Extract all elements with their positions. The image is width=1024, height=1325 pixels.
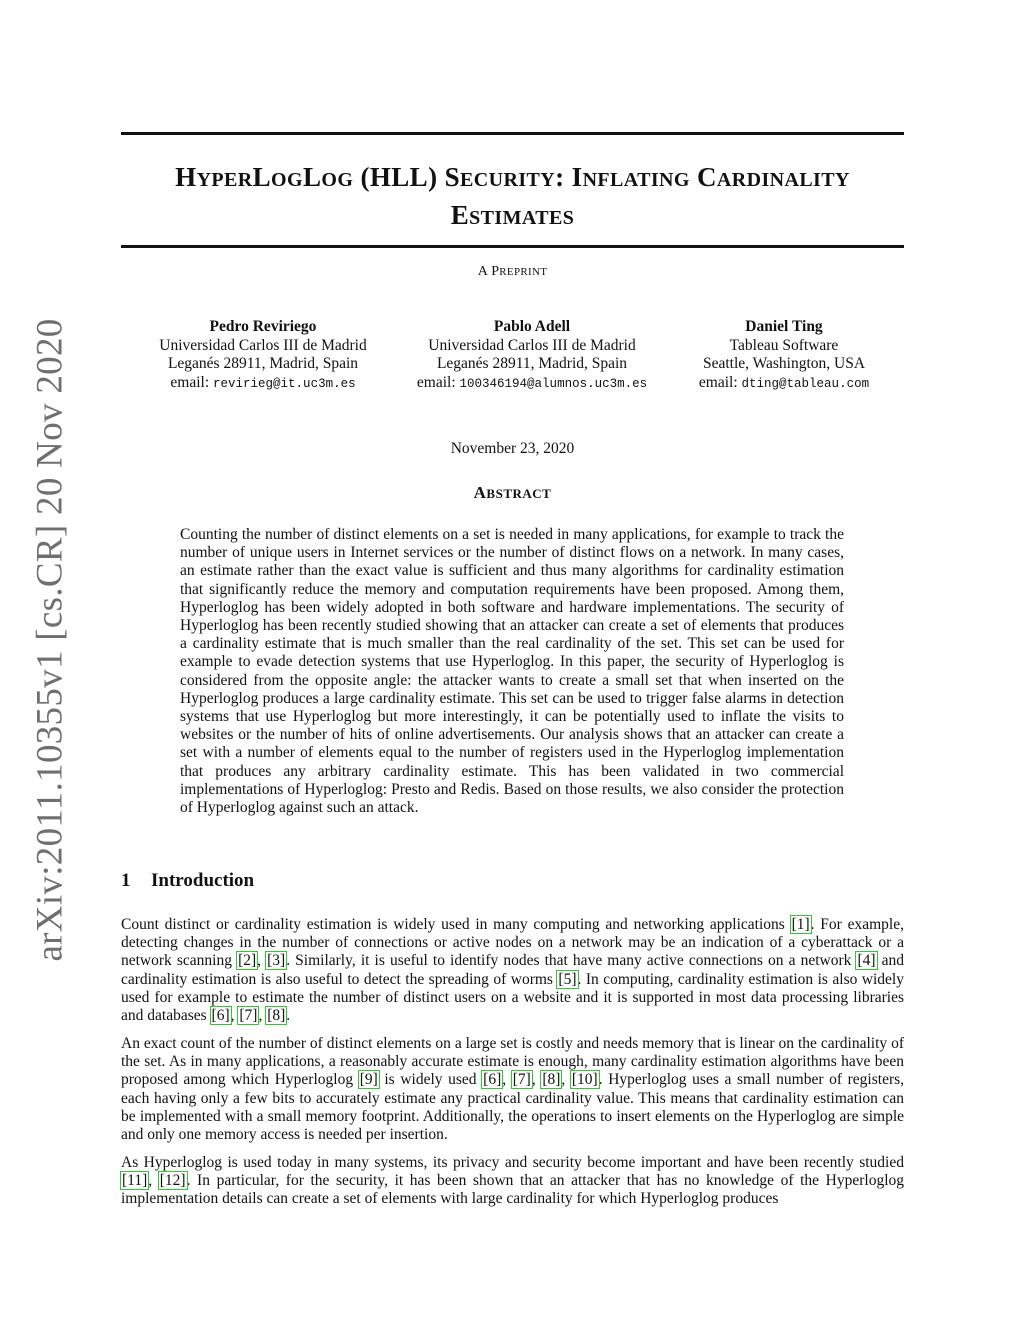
paragraph-text: An exact count of the number of distinct elements on a large set is costly and needs memory that is linear on the cardinality of the set. As in many applications, a reasonably accurate estimate is enough, many cardinality estimation algorithms have been proposed among which Hyperloglog — [121, 1035, 904, 1089]
author-name: Pedro Reviriego — [209, 318, 317, 335]
paragraph-text: . — [286, 1007, 291, 1025]
body-paragraph — [121, 1035, 904, 1144]
author-email[interactable]: 100346194@alumnos.uc3m.es — [459, 376, 648, 391]
paragraph-text: and cardinality estimation is also useful to detect the spreading of worms — [121, 952, 905, 988]
preprint-label: A PREPRINT — [477, 264, 548, 279]
citation-link[interactable]: [2] — [238, 952, 257, 970]
paragraph-text: is widely used — [378, 1071, 483, 1089]
author-affiliation: Universidad Carlos III de Madrid — [159, 336, 367, 354]
section-heading — [121, 870, 254, 892]
paragraph-text: , — [230, 1007, 239, 1025]
paragraph-text: . Similarly, it is useful to identify nodes that have many active connections on a network — [286, 952, 857, 970]
citation-link[interactable]: [8] — [267, 1007, 286, 1025]
abstract-heading: ABSTRACT — [473, 483, 552, 502]
paragraph-text: , — [531, 1071, 542, 1089]
paragraph-text: As Hyperloglog is used today in many systems, its privacy and security become important and have been recently studied — [121, 1154, 904, 1171]
title-line-2: ESTIMATES — [450, 200, 575, 230]
citation-link[interactable]: [10] — [571, 1071, 598, 1089]
paragraph-text: . In particular, for the security, it has been shown that an attacker that has no knowledge of the Hyperloglog implementation details can create a set of elements with large cardinality for which Hyperloglog produces — [121, 1172, 904, 1208]
section-number: 1 — [121, 870, 131, 891]
author-address: Leganés 28911, Madrid, Spain — [167, 355, 359, 372]
author-name: Daniel Ting — [745, 318, 823, 335]
paragraph-text: , — [148, 1172, 159, 1190]
author-email-line: email: dting@tableau.com — [698, 373, 870, 391]
paragraph-text: . Hyperloglog uses a small number of registers, each having only a few bits to accurately estimate any practical cardinality value. This means that cardinality estimation can be implemented with a small memory footprint. Additionally, the operations to insert elements on the Hyperloglog are simple and only one memory access is needed per insertion. — [121, 1071, 905, 1144]
paragraph-text: , — [258, 1007, 267, 1025]
citation-link[interactable]: [12] — [159, 1172, 186, 1190]
body-paragraph — [121, 1154, 904, 1209]
author-block — [670, 318, 898, 393]
citation-link[interactable]: [7] — [512, 1071, 531, 1089]
paragraph-text: . For example, detecting changes in the number of connections or active nodes on a network may be an indication of a cyberattack or a network scanning — [121, 916, 904, 970]
title-bottom-rule — [121, 245, 904, 248]
author-block — [400, 318, 664, 393]
body-paragraph — [121, 916, 904, 1025]
citation-link[interactable]: [1] — [791, 916, 810, 933]
citation-link[interactable]: [4] — [857, 952, 876, 970]
author-block — [122, 318, 404, 393]
author-email[interactable]: dting@tableau.com — [741, 376, 870, 391]
paragraph-text: , — [502, 1071, 512, 1089]
title-line-1: HYPERLOGLOG (HLL) SECURITY: INFLATING CARDINALITY — [175, 162, 850, 192]
paragraph-text: , — [257, 952, 267, 970]
citation-link[interactable]: [6] — [483, 1071, 502, 1089]
author-name: Pablo Adell — [493, 318, 571, 335]
citation-link[interactable]: [11] — [122, 1172, 148, 1190]
author-affiliation: Universidad Carlos III de Madrid — [428, 336, 636, 354]
citation-link[interactable]: [3] — [267, 952, 286, 970]
citation-link[interactable]: [7] — [239, 1007, 258, 1025]
abstract-text: Counting the number of distinct elements on a set is needed in many applications, for example to track the number of unique users in Internet services or the number of distinct flows on a network. In many cases, an estimate rather than the exact value is sufficient and thus many algorithms for cardinality estimation that significantly reduce the memory and computation requirements have been proposed. Among them, Hyperloglog has been widely adopted in both software and hardware implementations. The security of Hyperloglog has been recently studied showing that an attacker can create a set of elements that produces a cardinality estimate that is much smaller than the real cardinality of the set. This set can be used for example to evade detection systems that use Hyperloglog. In this paper, the security of Hyperloglog is considered from the opposite angle: the attacker wants to create a small set that when inserted on the Hyperloglog produces a large cardinality estimate. This set can be used to trigger false alarms in detection systems that use Hyperloglog but more interestingly, it can be potentially used to inflate the visits to websites or the number of hits of online advertisements. Our analysis shows that an attacker can create a set with a number of elements equal to the number of registers used in the Hyperloglog implementation that produces any arbitrary cardinality estimate. This has been validated in two commercial implementations of Hyperloglog: Presto and Redis. Based on those results, we also consider the protection of Hyperloglog against such an attack. — [180, 526, 844, 817]
author-affiliation: Tableau Software — [729, 336, 839, 354]
paper-date: November 23, 2020 — [450, 440, 575, 457]
citation-link[interactable]: [5] — [558, 970, 577, 988]
author-address: Leganés 28911, Madrid, Spain — [436, 355, 628, 372]
arxiv-stamp: arXiv:2011.10355v1 [cs.CR] 20 Nov 2020 — [29, 318, 71, 962]
citation-link[interactable]: [6] — [211, 1007, 230, 1025]
section-title: Introduction — [151, 870, 255, 891]
paragraph-text: , — [561, 1071, 571, 1089]
paper-title — [121, 160, 904, 236]
citation-link[interactable]: [9] — [359, 1071, 378, 1089]
author-email[interactable]: revirieg@it.uc3m.es — [213, 376, 356, 391]
title-top-rule — [121, 132, 904, 135]
citation-link[interactable]: [8] — [542, 1071, 561, 1089]
author-email-line: email: revirieg@it.uc3m.es — [170, 373, 356, 391]
paragraph-text: . In computing, cardinality estimation is also widely used for example to estimate the number of distinct users on a website and it is supported in most data processing libraries and databases — [121, 970, 904, 1025]
paragraph-text: Count distinct or cardinality estimation is widely used in many computing and networking applications — [121, 916, 791, 933]
author-address: Seattle, Washington, USA — [702, 355, 866, 372]
author-email-line: email: 100346194@alumnos.uc3m.es — [416, 373, 648, 391]
